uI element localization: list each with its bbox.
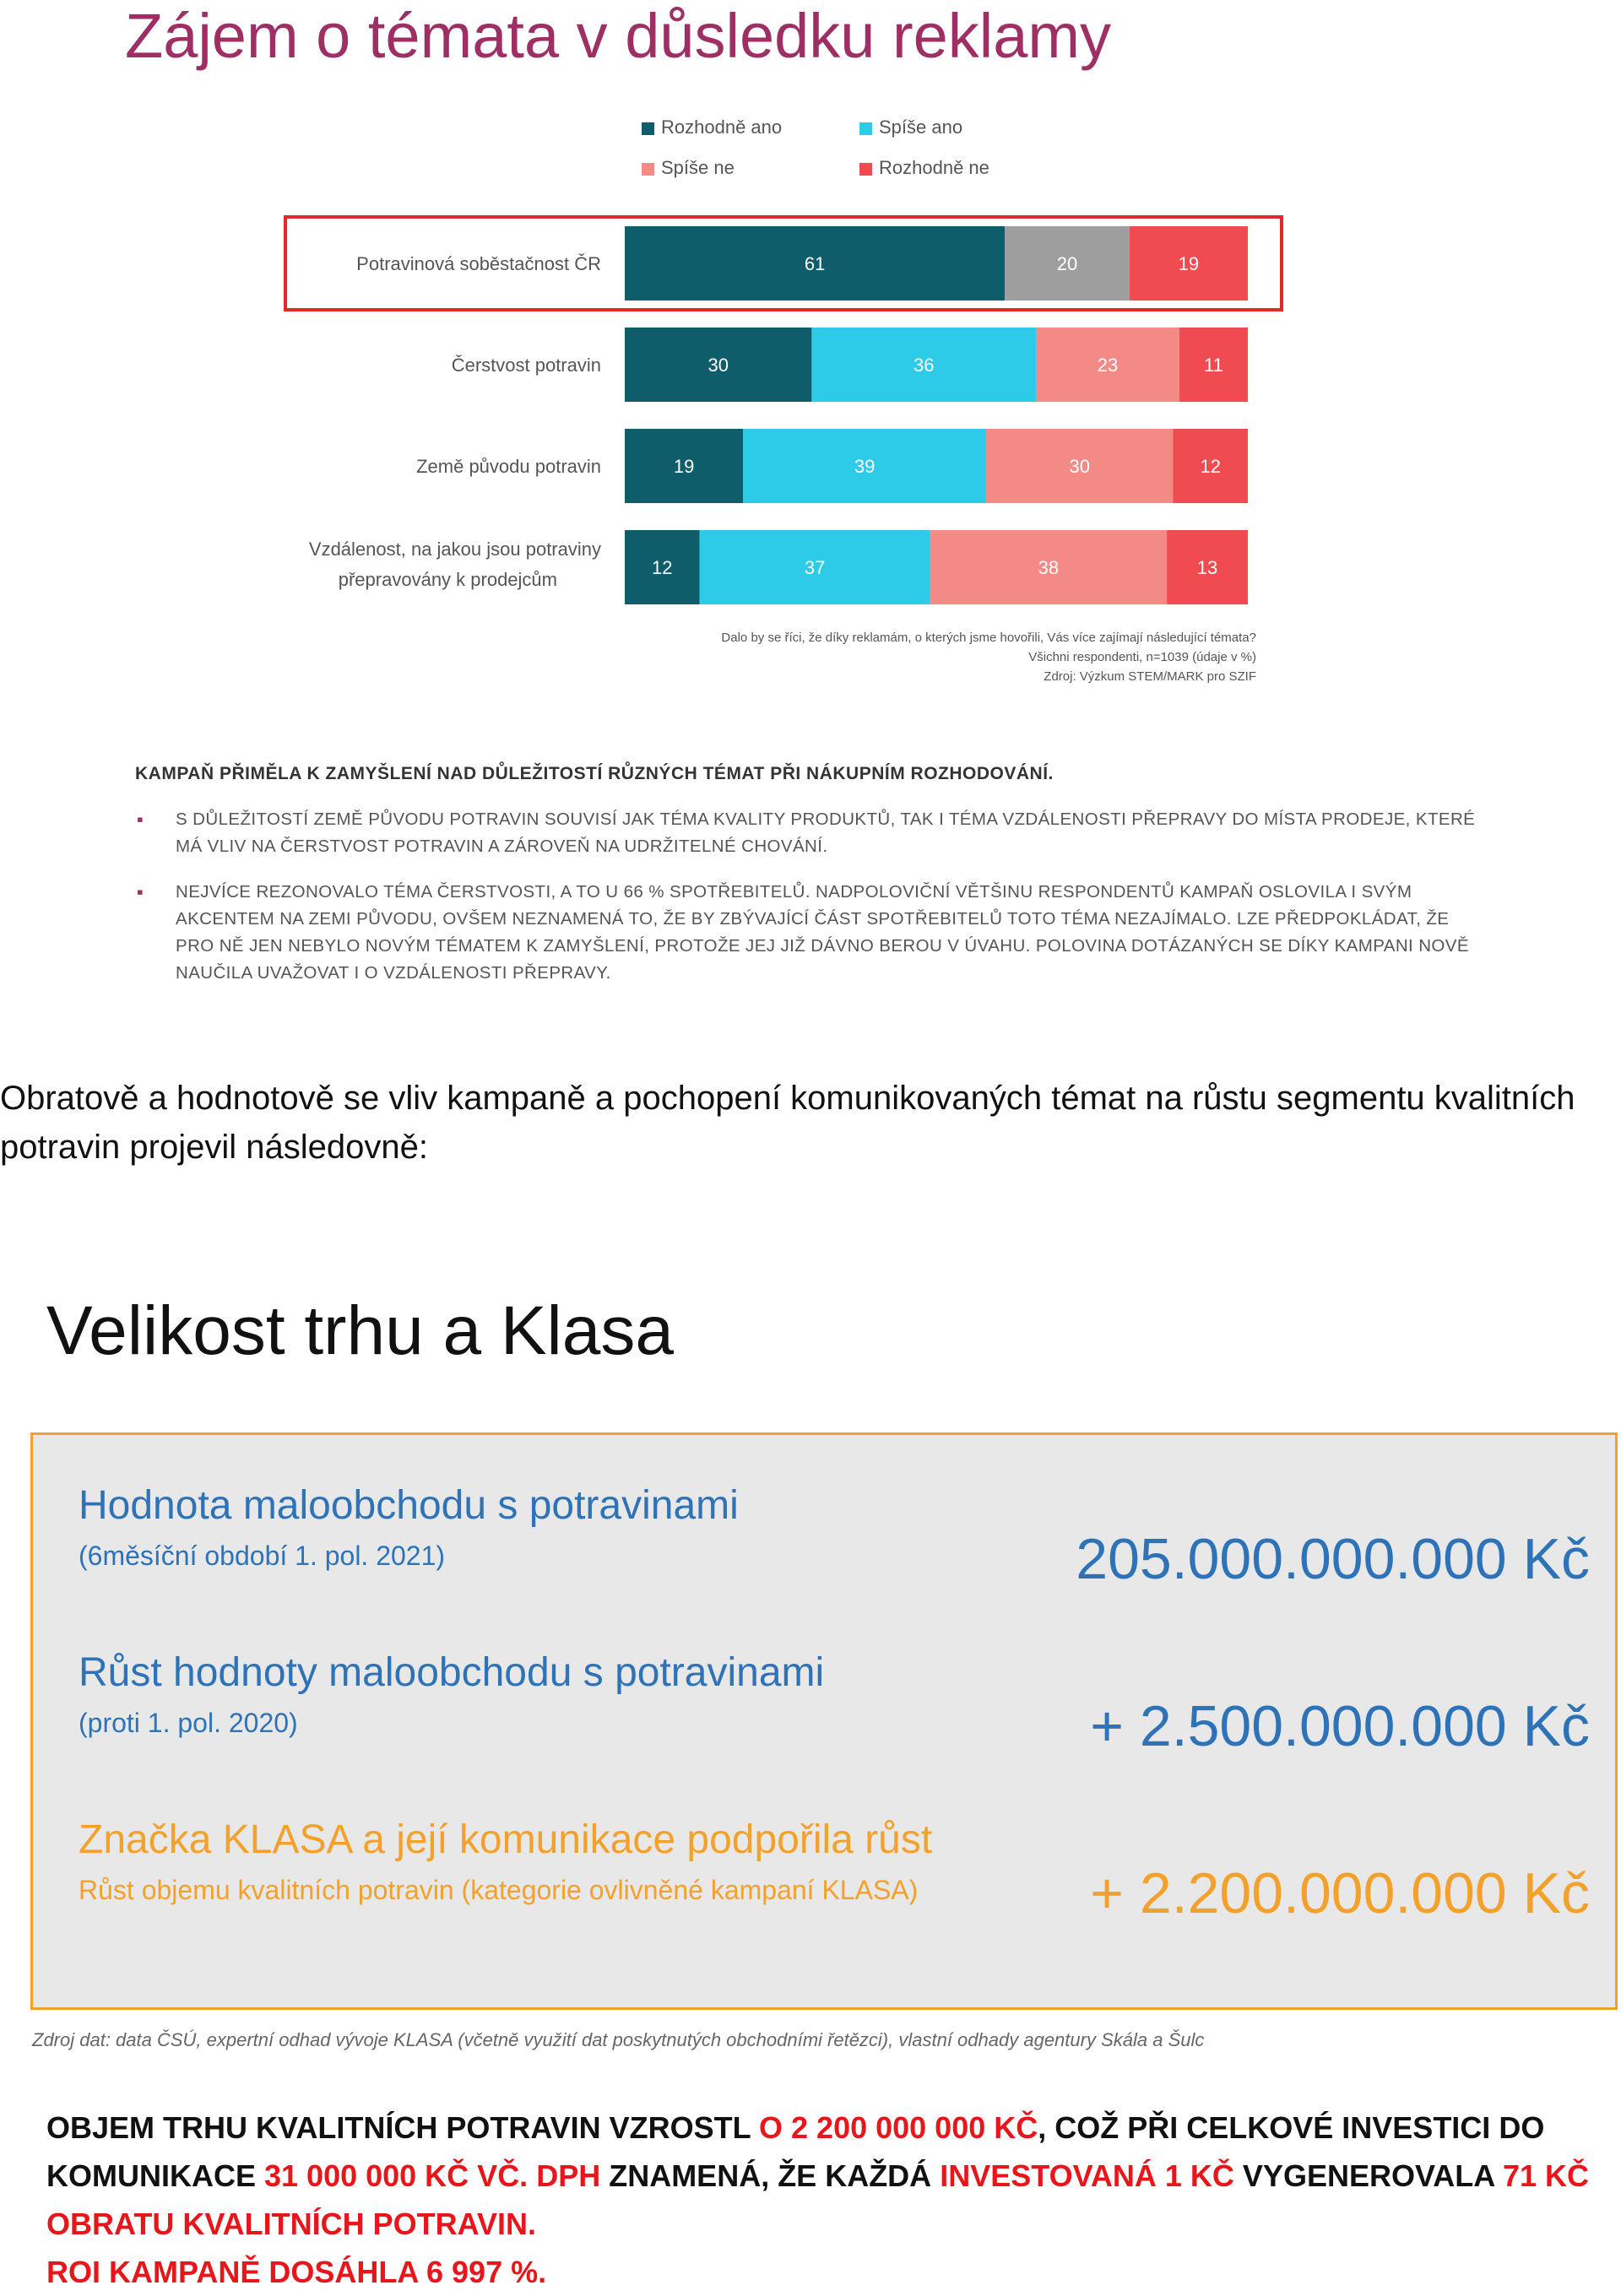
data-label: 20 [1056, 253, 1078, 274]
bullet-text: NEJVÍCE REZONOVALO TÉMA ČERSTVOSTI, A TO U 66 % SPOTŘEBITELŮ. NADPOLOVIČNÍ VĚTŠINU RESPONDENTŮ KAMPAŇ OSLOVILA I SVÝM AKCENTEM NA ZEMI PŮVODU, OVŠEM NEZNAMENÁ TO, ŽE BY ZBÝVAJÍCÍ ČÁST SPOTŘEBITELŮ TOTO TÉMA NEZAJÍMALO. LZE PŘEDPOKLÁDAT, ŽE PRO NĚ JEN NEBYLO NOVÝM TÉMATEM K ZAMYŠLENÍ, PROTOŽE JEJ JIŽ DÁVNO BEROU V ÚVAHU. POLOVINA DOTÁZANÝCH SE DÍKY KAMPANI NOVĚ NAUČILA UVAŽOVAT I O VZDÁLENOSTI PŘEPRAVY. [176, 882, 1469, 983]
row-label: Hodnota maloobchodu s potravinami [79, 1483, 739, 1528]
row-sublabel: Růst objemu kvalitních potravin (kategorie ovlivněné kampaní KLASA) [79, 1875, 919, 1905]
market-row [79, 1649, 1590, 1758]
conclusion-highlight: 31 000 000 KČ VČ. DPH [264, 2158, 601, 2193]
list-item [135, 806, 1486, 860]
conclusion-text: OBJEM TRHU KVALITNÍCH POTRAVIN VZROSTL [46, 2110, 760, 2145]
row-value: + 2.200.000.000 Kč [1090, 1861, 1590, 1925]
category-label: přepravovány k prodejcům [338, 569, 557, 590]
conclusion-highlight: O 2 200 000 000 KČ [759, 2110, 1038, 2145]
data-label: 30 [1069, 456, 1090, 477]
list-item [135, 879, 1486, 987]
category-label: Čerstvost potravin [451, 355, 601, 376]
market-row [79, 1817, 1590, 1925]
conclusion-text: ZNAMENÁ, ŽE KAŽDÁ [600, 2158, 941, 2193]
data-label: 39 [854, 456, 876, 477]
row-sublabel: (6měsíční období 1. pol. 2021) [79, 1541, 446, 1571]
data-label: 36 [913, 355, 935, 376]
row-label: Značka KLASA a její komunikace podpořila růst [79, 1817, 933, 1862]
page-title: Zájem o témata v důsledku reklamy [125, 1, 1112, 71]
conclusion-roi: ROI KAMPANĚ DOSÁHLA 6 997 %. [46, 2255, 547, 2289]
conclusion-text: , COŽ PŘI CELKOVÉ INVESTICI DO KOMUNIKACE [46, 2110, 1545, 2193]
legend-label: Rozhodně ne [879, 157, 989, 178]
chart-note-sample: Všichni respondenti, n=1039 (údaje v %) [1028, 650, 1256, 664]
data-label: 19 [673, 456, 695, 477]
row-value: + 2.500.000.000 Kč [1090, 1694, 1590, 1758]
data-label: 11 [1203, 355, 1223, 376]
market-box [30, 1432, 1618, 2010]
stacked-bar-chart [0, 0, 1621, 692]
legend-label: Spíše ano [879, 116, 963, 138]
category-label: Země původu potravin [416, 456, 601, 477]
data-label: 38 [1038, 557, 1060, 578]
bullet-icon: ▪ [137, 881, 144, 902]
data-label: 23 [1097, 355, 1119, 376]
chart-note-source: Zdroj: Výzkum STEM/MARK pro SZIF [1044, 669, 1256, 684]
chart-note-question: Dalo by se říci, že díky reklamám, o kterých jsme hovořili, Vás více zajímají následující témata? [721, 631, 1256, 645]
market-row [79, 1482, 1590, 1591]
data-label: 37 [804, 557, 826, 578]
data-label: 19 [1178, 253, 1200, 274]
conclusion [46, 2104, 1608, 2296]
category-label: Vzdálenost, na jakou jsou potraviny [308, 539, 601, 560]
bullet-icon: ▪ [137, 809, 144, 830]
row-sublabel: (proti 1. pol. 2020) [79, 1708, 298, 1738]
row-value: 205.000.000.000 Kč [1076, 1527, 1590, 1591]
row-label: Růst hodnoty maloobchodu s potravinami [79, 1650, 825, 1695]
data-label: 61 [804, 253, 826, 274]
intro-paragraph: Obratově a hodnotově se vliv kampaně a pochopení komunikovaných témat na růstu segmentu kvalitních potravin projevil následovně: [0, 1080, 1575, 1166]
campaign-heading: KAMPAŇ PŘIMĚLA K ZAMYŠLENÍ NAD DŮLEŽITOSTÍ RŮZNÝCH TÉMAT PŘI NÁKUPNÍM ROZHODOVÁNÍ. [135, 764, 1054, 783]
legend-label: Spíše ne [661, 157, 735, 178]
conclusion-highlight: 71 KČ OBRATU KVALITNÍCH POTRAVIN. [46, 2158, 1590, 2241]
data-label: 12 [652, 557, 673, 578]
conclusion-text: VYGENEROVALA [1233, 2158, 1503, 2193]
data-label: 12 [1200, 456, 1221, 477]
data-label: 13 [1196, 557, 1218, 578]
data-label: 30 [707, 355, 729, 376]
category-label: Potravinová soběstačnost ČR [356, 253, 601, 274]
market-title: Velikost trhu a Klasa [46, 1292, 674, 1369]
campaign-bullets [135, 806, 1486, 1005]
market-source: Zdroj dat: data ČSÚ, expertní odhad vývoje KLASA (včetně využití dat poskytnutých obchodními řetězci), vlastní odhady agentury Skála a Šulc [32, 2029, 1205, 2050]
legend-label: Rozhodně ano [661, 116, 783, 138]
conclusion-highlight: INVESTOVANÁ 1 KČ [940, 2158, 1234, 2193]
bullet-text: S DŮLEŽITOSTÍ ZEMĚ PŮVODU POTRAVIN SOUVISÍ JAK TÉMA KVALITY PRODUKTŮ, TAK I TÉMA VZDÁLENOSTI PŘEPRAVY DO MÍSTA PRODEJE, KTERÉ MÁ VLIV NA ČERSTVOST POTRAVIN A ZÁROVEŇ NA UDRŽITELNÉ CHOVÁNÍ. [176, 810, 1476, 856]
